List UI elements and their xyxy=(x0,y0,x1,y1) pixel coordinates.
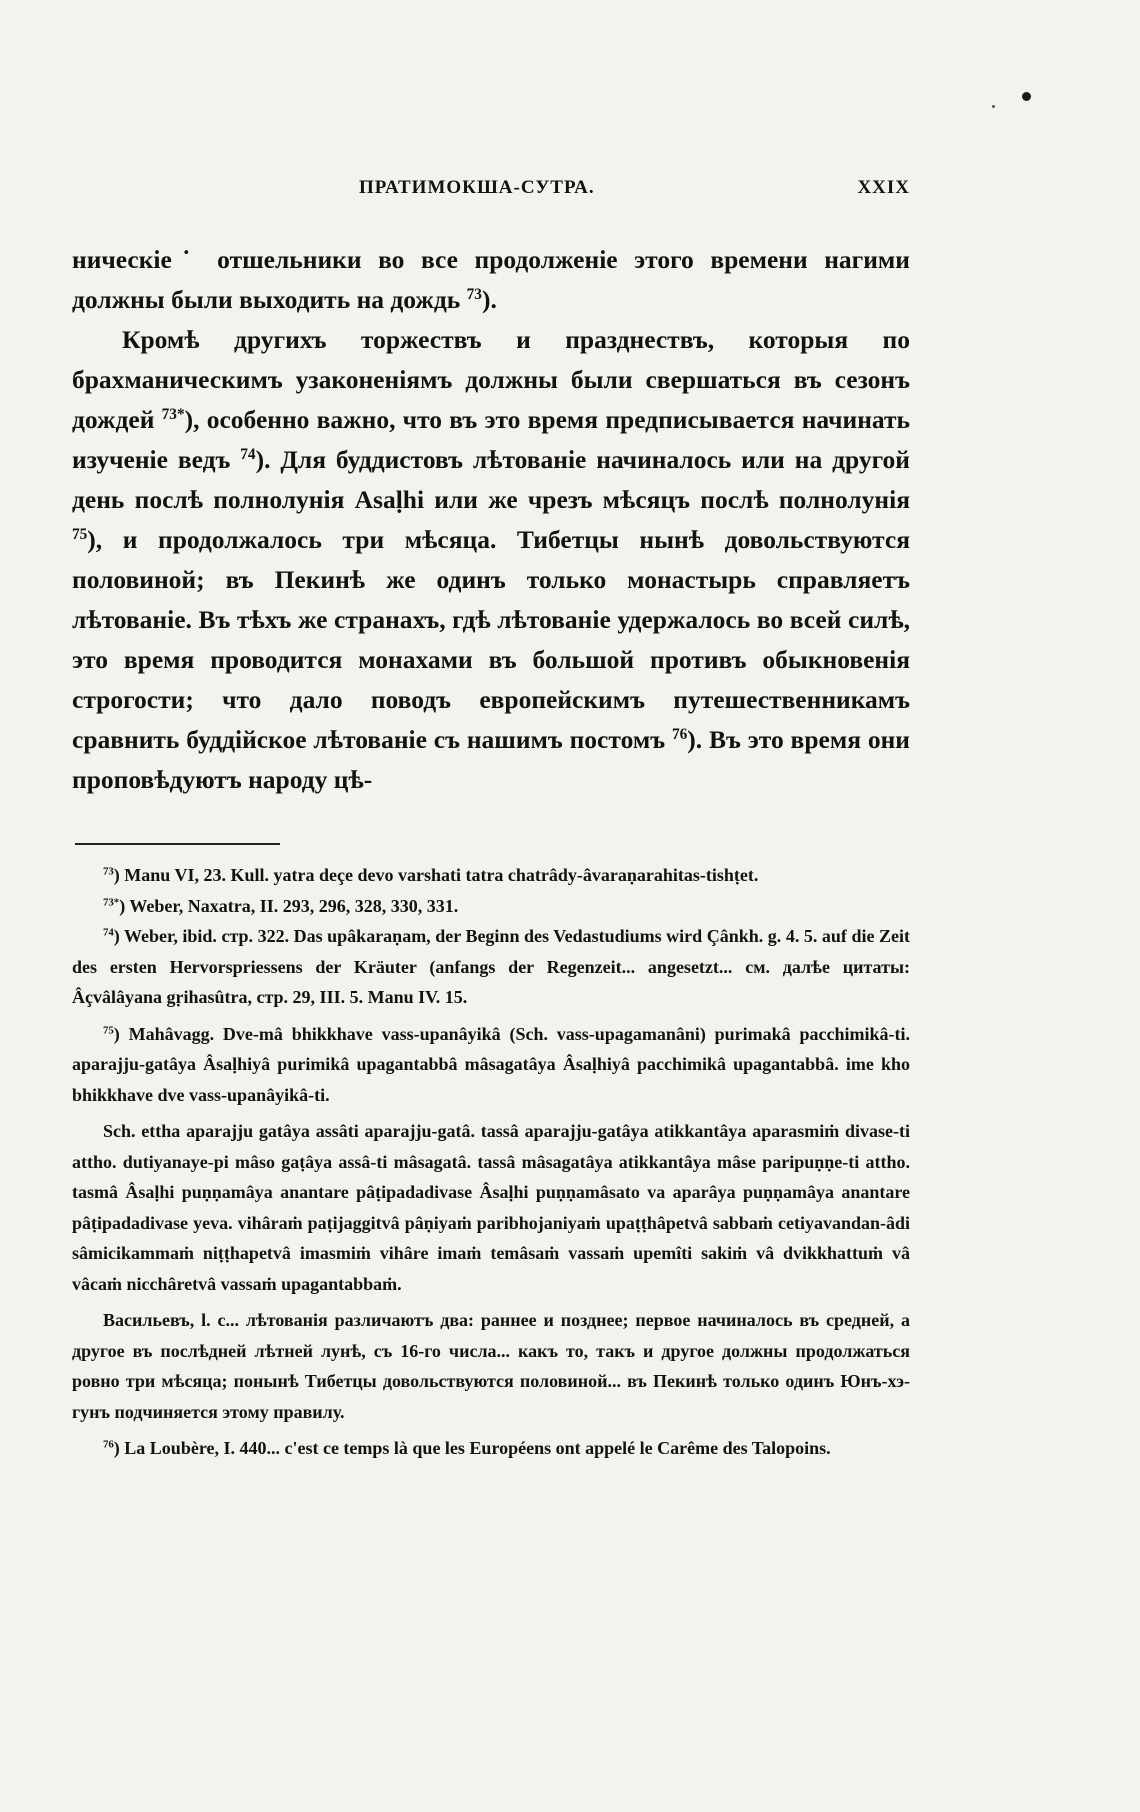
footnote-ref-75: 75 xyxy=(72,525,88,543)
paragraph-1-end: ). xyxy=(481,285,497,314)
footnote-75-scholia xyxy=(72,1116,910,1299)
footnote-mark: 75 xyxy=(103,1024,114,1037)
running-title: ПРАТИМОКША-СУТРА. xyxy=(359,177,595,198)
paragraph-1-text: ническіе˙ отшельники во все продолженіе этого времени нагими должны были выходить на дождь xyxy=(72,245,910,314)
paragraph-2-cont: ), особенно важно, что въ это время предписывается начинать изученіе ведъ xyxy=(72,405,911,474)
page-number: XXIX xyxy=(857,177,910,198)
footnote-ref-74: 74 xyxy=(240,445,256,463)
footnote-ref-73star: 73* xyxy=(161,405,185,423)
paragraph-2-text: Кромѣ другихъ торжествъ и празднествъ, которыя по брахманическимъ узаконеніямъ должны были свершаться въ сезонъ дождей xyxy=(72,325,910,434)
paragraph-2-cont-2: ). Для буддистовъ лѣтованіе начиналось или на другой день послѣ полнолунія Asaḷhi или же чрезъ мѣсяцъ послѣ полнолунія xyxy=(72,445,911,514)
footnotes xyxy=(72,860,910,1464)
ink-speck xyxy=(1022,92,1031,101)
footnote-76 xyxy=(72,1433,910,1464)
footnote-text: ) Mahâvagg. Dve-mâ bhikkhave vass-upanâyikâ (Sch. vass-upagamanâni) purimakâ pacchimikâ-ti. aparajju-gatâya Âsaḷhiyâ purimikâ upagantabbâ mâsagatâya Âsaḷhiyâ pacchimikâ upagantabbâ. ime kho bhikkhave dve vass-upanâyikâ-ti. xyxy=(72,1023,910,1105)
footnote-text: ) La Loubère, I. 440... c'est ce temps là que les Européens ont appelé le Carême des Talopoins. xyxy=(113,1438,831,1458)
footnote-text: ) Manu VI, 23. Kull. yatra deçe devo varshati tatra chatrâdy-âvaraṇarahitas-tishṭet. xyxy=(113,865,759,885)
footnote-ref-76: 76 xyxy=(671,725,688,743)
footnote-text: ) Weber, ibid. стр. 322. Das upâkaraṇam, der Beginn des Vedastudiums wird Çânkh. g. 4. 5. auf die Zeit des ersten Hervorspriessens der Kräuter (anfangs der Regenzeit... angesetzt... см. далѣе цитаты: Âçvâlâyana gṛihasûtra, стр. 29, III. 5. Manu IV. 15. xyxy=(72,926,910,1007)
footnote-divider xyxy=(75,843,280,845)
footnote-ref-73: 73 xyxy=(466,285,482,303)
paragraph-2-cont-3: ), и продолжалось три мѣсяца. Тибетцы нынѣ довольствуются половиной; въ Пекинѣ же одинъ только монастырь справляетъ лѣтованіе. Въ тѣхъ же странахъ, гдѣ лѣтованіе удержалось во всей силѣ, это время проводится монахами въ большой противъ обыкновенія строгости; что дало поводъ европейскимъ путешественникамъ сравнить буддійское лѣтованіе съ нашимъ постомъ xyxy=(72,525,910,754)
footnote-mark: 74 xyxy=(103,926,114,939)
footnote-75-vasiliev xyxy=(72,1305,910,1427)
footnote-73 xyxy=(72,860,910,891)
footnote-73star xyxy=(72,891,910,922)
paragraph-1 xyxy=(72,240,910,320)
ink-speck-small xyxy=(992,105,995,108)
footnote-text: ) Weber, Naxatra, II. 293, 296, 328, 330, 331. xyxy=(119,895,459,916)
paragraph-2 xyxy=(72,320,910,800)
footnote-text: Васильевъ, l. c... лѣтованія различаютъ два: раннее и позднее; первое начиналось въ средней, а другое въ послѣдней лѣтней лунѣ, съ 16-го числа... какъ то, такъ и другое должны продолжаться ровно три мѣсяца; понынѣ Тибетцы довольствуются половиной... въ Пекинѣ только одинъ Юнъ-хэ-гунъ подчиняется этому правилу. xyxy=(72,1310,910,1422)
footnote-74 xyxy=(72,921,910,1013)
footnote-75 xyxy=(72,1019,910,1111)
paragraph-2-end: ). Въ это время они проповѣдуютъ народу цѣ- xyxy=(72,725,910,794)
page-header xyxy=(74,177,910,207)
main-text xyxy=(72,240,910,800)
footnote-mark: 76 xyxy=(103,1438,114,1451)
footnote-mark: 73* xyxy=(103,896,120,909)
footnote-text: Sch. ettha aparajju gatâya assâti aparajju-gatâ. tassâ aparajju-gatâya atikkantâya aparasmiṁ divase-ti attho. dutiyanaye-pi mâso gaṭâya assâ-ti mâsagatâ. tassâ mâsagatâya atikkantâya mâse paripuṇṇe-ti attho. tasmâ Âsaḷhi puṇṇamâya anantare pâṭipadadivase Âsaḷhi puṇṇamâsato va aparâya puṇṇamâya anantare pâṭipadadivase yeva. vihâraṁ paṭijaggitvâ pâṇiyaṁ paribhojaniyaṁ upaṭṭhâpetvâ sabbaṁ cetiyavandan-âdi sâmicikammaṁ niṭṭhapetvâ imasmiṁ vihâre imaṁ temâsaṁ vassaṁ upemîti sakiṁ vâ dvikkhattuṁ vâ vâcaṁ nicchâretvâ vassaṁ upagantabbaṁ. xyxy=(72,1121,910,1294)
footnote-mark: 73 xyxy=(103,865,114,878)
